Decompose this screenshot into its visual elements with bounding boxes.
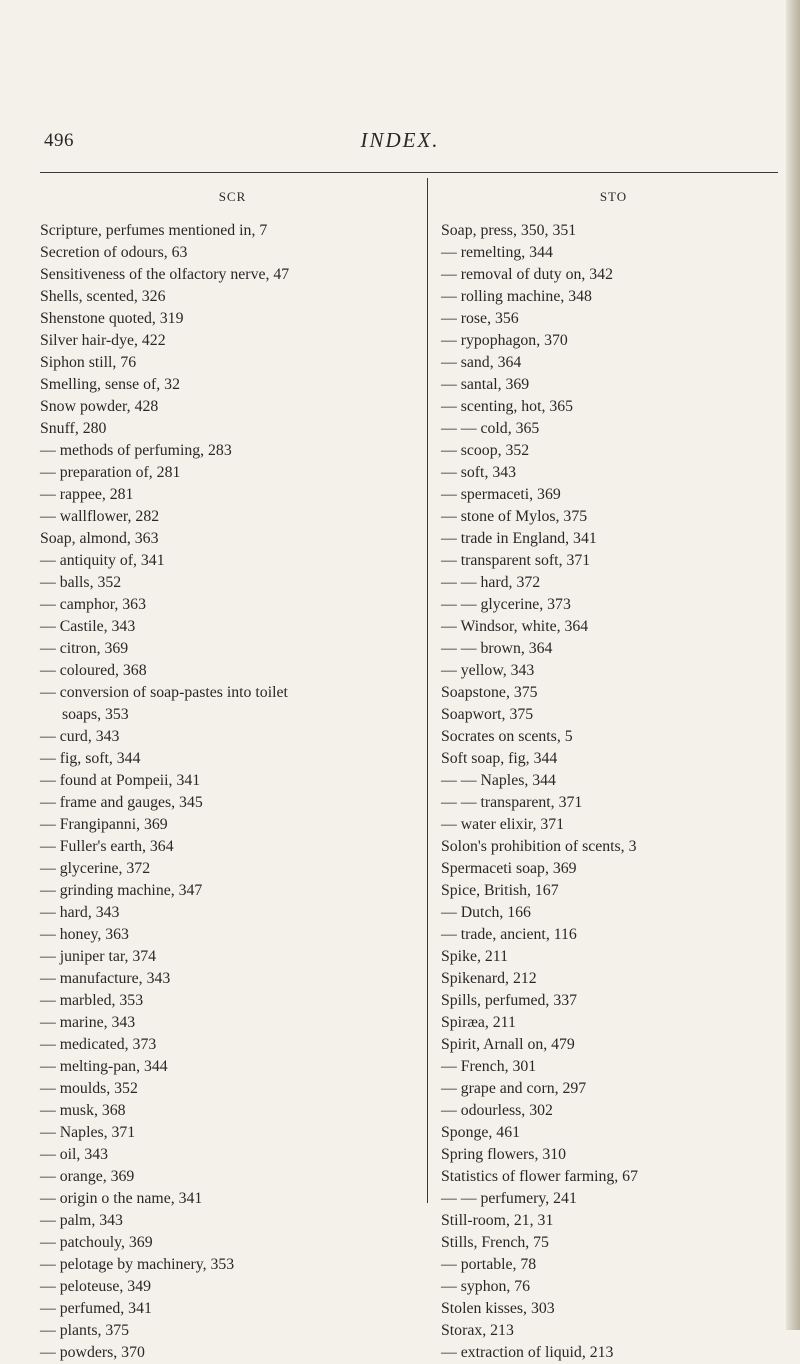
- index-entry: — scoop, 352: [441, 442, 530, 459]
- index-entry: — grape and corn, 297: [441, 1080, 587, 1097]
- index-entry: Scripture, perfumes mentioned in, 7: [40, 222, 268, 239]
- index-entry: — rypophagon, 370: [441, 332, 568, 349]
- index-entry: Siphon still, 76: [40, 354, 137, 371]
- index-entry: — curd, 343: [40, 728, 120, 745]
- index-entry: — peloteuse, 349: [40, 1278, 151, 1295]
- index-entry: — — brown, 364: [441, 640, 553, 657]
- index-entry: — water elixir, 371: [441, 816, 565, 833]
- index-entry: — camphor, 363: [40, 596, 146, 613]
- index-entry: Spikenard, 212: [441, 970, 537, 987]
- index-entry: — moulds, 352: [40, 1080, 138, 1097]
- index-entry: — antiquity of, 341: [40, 552, 165, 569]
- index-entry: Shells, scented, 326: [40, 288, 166, 305]
- index-entry: — French, 301: [441, 1058, 537, 1075]
- index-entry: Spring flowers, 310: [441, 1146, 567, 1163]
- index-entry: — palm, 343: [40, 1212, 123, 1229]
- header-rule: [40, 172, 778, 173]
- index-entry: Spills, perfumed, 337: [441, 992, 578, 1009]
- index-entry: Shenstone quoted, 319: [40, 310, 184, 327]
- index-entry: — rose, 356: [441, 310, 519, 327]
- index-entry: — orange, 369: [40, 1168, 135, 1185]
- index-entry: Stolen kisses, 303: [441, 1300, 555, 1317]
- index-entry: — medicated, 373: [40, 1036, 157, 1053]
- index-entry: Still-room, 21, 31: [441, 1212, 554, 1229]
- index-entry: Spice, British, 167: [441, 882, 559, 899]
- index-entry: — frame and gauges, 345: [40, 794, 203, 811]
- index-entry: — marbled, 353: [40, 992, 144, 1009]
- index-entry: — portable, 78: [441, 1256, 537, 1273]
- right-entry-list: [441, 220, 786, 1364]
- right-column-head: STO: [599, 189, 628, 204]
- index-entry: — Castile, 343: [40, 618, 136, 635]
- index-entry: — pelotage by machinery, 353: [40, 1256, 235, 1273]
- index-entry: — santal, 369: [441, 376, 530, 393]
- index-entry: — trade in England, 341: [441, 530, 597, 547]
- index-entry: — wallflower, 282: [40, 508, 160, 525]
- index-entry: Stills, French, 75: [441, 1234, 549, 1251]
- right-column: [441, 188, 786, 1364]
- index-entry: — oil, 343: [40, 1146, 109, 1163]
- index-entry: — scenting, hot, 365: [441, 398, 574, 415]
- index-entry: — preparation of, 281: [40, 464, 181, 481]
- index-entry: Spermaceti soap, 369: [441, 860, 577, 877]
- index-entry: Sensitiveness of the olfactory nerve, 47: [40, 266, 290, 283]
- index-entry: — — cold, 365: [441, 420, 540, 437]
- index-entry: — musk, 368: [40, 1102, 126, 1119]
- index-entry: — odourless, 302: [441, 1102, 553, 1119]
- index-entry: — juniper tar, 374: [40, 948, 157, 965]
- index-entry: — yellow, 343: [441, 662, 535, 679]
- index-entry: Sponge, 461: [441, 1124, 520, 1141]
- index-entry: — origin o the name, 341: [40, 1190, 203, 1207]
- index-entry: — glycerine, 372: [40, 860, 151, 877]
- index-entry: — Dutch, 166: [441, 904, 531, 921]
- index-entry: — honey, 363: [40, 926, 129, 943]
- index-entry: — Naples, 371: [40, 1124, 136, 1141]
- index-entry: Snuff, 280: [40, 420, 107, 437]
- index-entry: — coloured, 368: [40, 662, 147, 679]
- page-edge: [786, 0, 800, 1330]
- index-entry: — hard, 343: [40, 904, 120, 921]
- column-divider: [427, 178, 428, 1203]
- index-entry: — plants, 375: [40, 1322, 130, 1339]
- index-entry: — powders, 370: [40, 1344, 145, 1361]
- index-entry: Soapwort, 375: [441, 706, 534, 723]
- index-entry: — — Naples, 344: [441, 772, 556, 789]
- index-entry: Soapstone, 375: [441, 684, 538, 701]
- index-entry: Soft soap, fig, 344: [441, 750, 558, 767]
- index-entry: Spiræa, 211: [441, 1014, 516, 1031]
- index-entry: — remelting, 344: [441, 244, 553, 261]
- index-entry: Smelling, sense of, 32: [40, 376, 180, 393]
- index-entry: — perfumed, 341: [40, 1300, 152, 1317]
- index-entry: — balls, 352: [40, 574, 122, 591]
- index-entry: — Windsor, white, 364: [441, 618, 589, 635]
- index-entry: — — glycerine, 373: [441, 596, 571, 613]
- index-entry: Solon's prohibition of scents, 3: [441, 838, 637, 855]
- index-entry: — citron, 369: [40, 640, 129, 657]
- index-entry: Storax, 213: [441, 1322, 514, 1339]
- index-entry: soaps, 353: [62, 706, 129, 723]
- index-entry: Spike, 211: [441, 948, 508, 965]
- index-entry: — fig, soft, 344: [40, 750, 141, 767]
- running-head: INDEX.: [360, 128, 440, 152]
- index-entry: — — perfumery, 241: [441, 1190, 577, 1207]
- index-entry: — transparent soft, 371: [441, 552, 591, 569]
- index-entry: Soap, almond, 363: [40, 530, 159, 547]
- index-entry: — trade, ancient, 116: [441, 926, 577, 943]
- index-entry: — conversion of soap-pastes into toilet: [40, 684, 288, 701]
- index-entry: — found at Pompeii, 341: [40, 772, 201, 789]
- index-entry: Snow powder, 428: [40, 398, 159, 415]
- index-entry: — Frangipanni, 369: [40, 816, 168, 833]
- index-entry: — stone of Mylos, 375: [441, 508, 588, 525]
- index-entry: — Fuller's earth, 364: [40, 838, 174, 855]
- index-entry: Spirit, Arnall on, 479: [441, 1036, 575, 1053]
- index-entry: Socrates on scents, 5: [441, 728, 573, 745]
- index-entry: — removal of duty on, 342: [441, 266, 613, 283]
- index-entry: Silver hair-dye, 422: [40, 332, 166, 349]
- index-entry: Secretion of odours, 63: [40, 244, 188, 261]
- index-entry: — sand, 364: [441, 354, 522, 371]
- index-entry: Statistics of flower farming, 67: [441, 1168, 638, 1185]
- index-entry: — extraction of liquid, 213: [441, 1344, 614, 1361]
- index-entry: — methods of perfuming, 283: [40, 442, 232, 459]
- index-entry: — rappee, 281: [40, 486, 134, 503]
- index-entry: — spermaceti, 369: [441, 486, 561, 503]
- index-entry: — grinding machine, 347: [40, 882, 203, 899]
- index-entry: — soft, 343: [441, 464, 517, 481]
- index-entry: — syphon, 76: [441, 1278, 531, 1295]
- left-entry-list: [40, 220, 425, 1364]
- index-entry: — patchouly, 369: [40, 1234, 153, 1251]
- index-entry: — manufacture, 343: [40, 970, 171, 987]
- left-column: [40, 188, 425, 1364]
- index-entry: — marine, 343: [40, 1014, 136, 1031]
- index-entry: — rolling machine, 348: [441, 288, 592, 305]
- index-entry: — — hard, 372: [441, 574, 541, 591]
- index-entry: — — transparent, 371: [441, 794, 583, 811]
- index-entry: — melting-pan, 344: [40, 1058, 168, 1075]
- index-entry: Soap, press, 350, 351: [441, 222, 577, 239]
- page-number: 496: [44, 130, 74, 151]
- left-column-head: SCR: [218, 189, 247, 204]
